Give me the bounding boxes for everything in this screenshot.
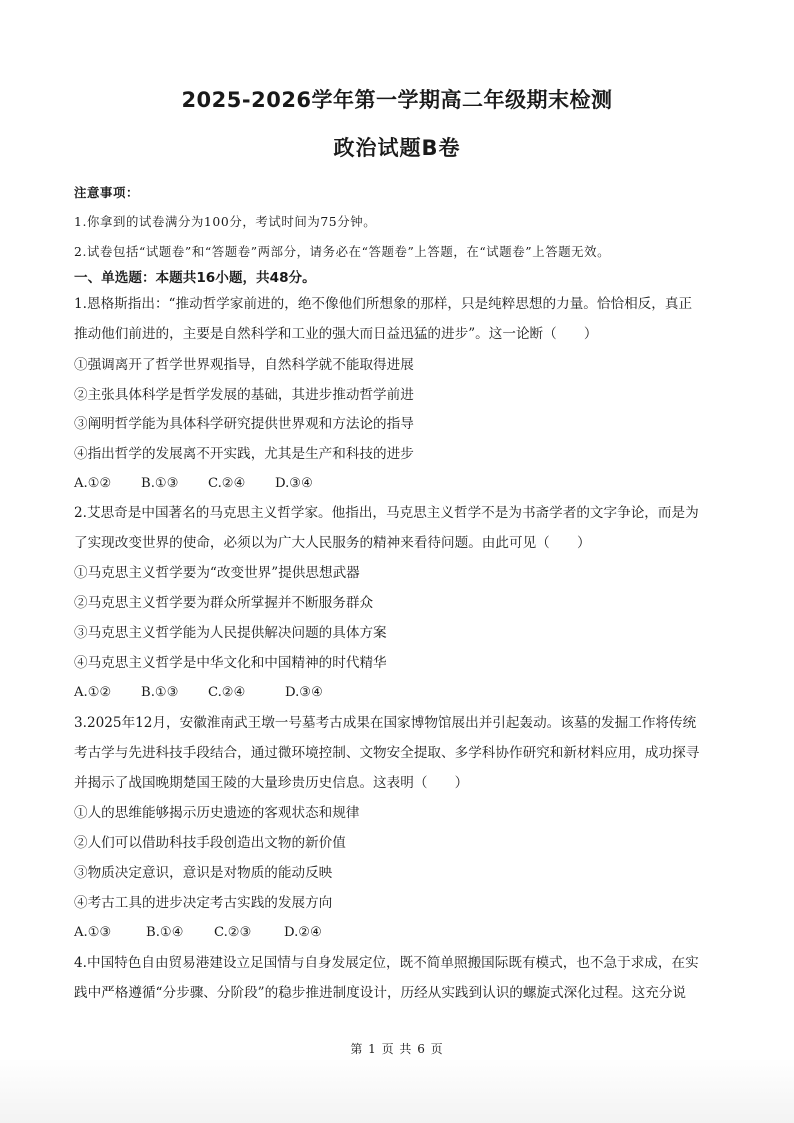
question-stem: 践中严格遵循“分步骤、分阶段”的稳步推进制度设计，历经从实践到认识的螺旋式深化过程。这充分说 <box>74 985 687 1001</box>
option-b: B.①③ <box>141 685 179 700</box>
notice-item: 1.你拿到的试卷满分为100分，考试时间为75分钟。 <box>74 214 377 229</box>
question-stem: 3.2025年12月，安徽淮南武王墩一号墓考古成果在国家博物馆展出并引起轰动。该墓的发掘工作将传统 <box>74 715 697 731</box>
page-number: 第 1 页 共 6 页 <box>350 1042 444 1056</box>
answer-options <box>74 923 724 943</box>
statement: ③阐明哲学能为具体科学研究提供世界观和方法论的指导 <box>74 416 414 432</box>
statement: ①人的思维能够揭示历史遗迹的客观状态和规律 <box>74 805 360 821</box>
option-a: A.①② <box>74 685 112 700</box>
statement: ③马克思主义哲学能为人民提供解决问题的具体方案 <box>74 625 387 641</box>
statement: ④考古工具的进步决定考古实践的发展方向 <box>74 895 333 911</box>
statement: ④马克思主义哲学是中华文化和中国精神的时代精华 <box>74 655 387 671</box>
statement: ①马克思主义哲学要为“改变世界”提供思想武器 <box>74 565 360 581</box>
exam-subtitle: 政治试题B卷 <box>333 136 461 160</box>
question-stem: 考古学与先进科技手段结合，通过微环境控制、文物安全提取、多学科协作研究和新材料应用，成功探寻 <box>74 745 700 761</box>
question-stem: 了实现改变世界的使命，必须以为广大人民服务的精神来看待问题。由此可见（ ） <box>74 535 591 551</box>
option-c: C.②④ <box>208 476 246 491</box>
option-c: C.②③ <box>214 925 252 940</box>
statement: ③物质决定意识，意识是对物质的能动反映 <box>74 865 333 881</box>
question-stem: 1.恩格斯指出：“推动哲学家前进的，绝不像他们所想象的那样，只是纯粹思想的力量。恰恰相反，真正 <box>74 296 693 312</box>
notice-item: 2.试卷包括“试题卷”和“答题卷”两部分，请务必在“答题卷”上答题，在“试题卷”上答题无效。 <box>74 244 611 259</box>
statement: ④指出哲学的发展离不开实践，尤其是生产和科技的进步 <box>74 446 414 462</box>
statement: ②马克思主义哲学要为群众所掌握并不断服务群众 <box>74 595 374 611</box>
option-d: D.③④ <box>285 685 323 700</box>
statement: ②主张具体科学是哲学发展的基础，其进步推动哲学前进 <box>74 387 414 403</box>
question-stem: 并揭示了战国晚期楚国王陵的大量珍贵历史信息。这表明（ ） <box>74 775 469 791</box>
section-heading: 一、单选题：本题共16小题，共48分。 <box>74 270 316 286</box>
statement: ②人们可以借助科技手段创造出文物的新价值 <box>74 835 346 851</box>
answer-options <box>74 683 724 703</box>
statement: ①强调离开了哲学世界观指导，自然科学就不能取得进展 <box>74 357 414 373</box>
scan-shadow <box>0 1058 794 1123</box>
question-stem: 4.中国特色自由贸易港建设立足国情与自身发展定位，既不简单照搬国际既有模式，也不急于求成，在实 <box>74 955 699 971</box>
notice-heading: 注意事项： <box>74 185 139 200</box>
option-b: B.①③ <box>141 476 179 491</box>
question-stem: 2.艾思奇是中国著名的马克思主义哲学家。他指出，马克思主义哲学不是为书斋学者的文字争论，而是为 <box>74 505 699 521</box>
question-stem: 推动他们前进的，主要是自然科学和工业的强大而日益迅猛的进步”。这一论断（ ） <box>74 326 598 342</box>
answer-options <box>74 474 724 494</box>
option-a: A.①③ <box>74 925 112 940</box>
option-a: A.①② <box>74 476 112 491</box>
option-d: D.②④ <box>284 925 322 940</box>
option-b: B.①④ <box>146 925 184 940</box>
option-d: D.③④ <box>275 476 313 491</box>
exam-title: 2025-2026学年第一学期高二年级期末检测 <box>181 88 613 112</box>
option-c: C.②④ <box>208 685 246 700</box>
